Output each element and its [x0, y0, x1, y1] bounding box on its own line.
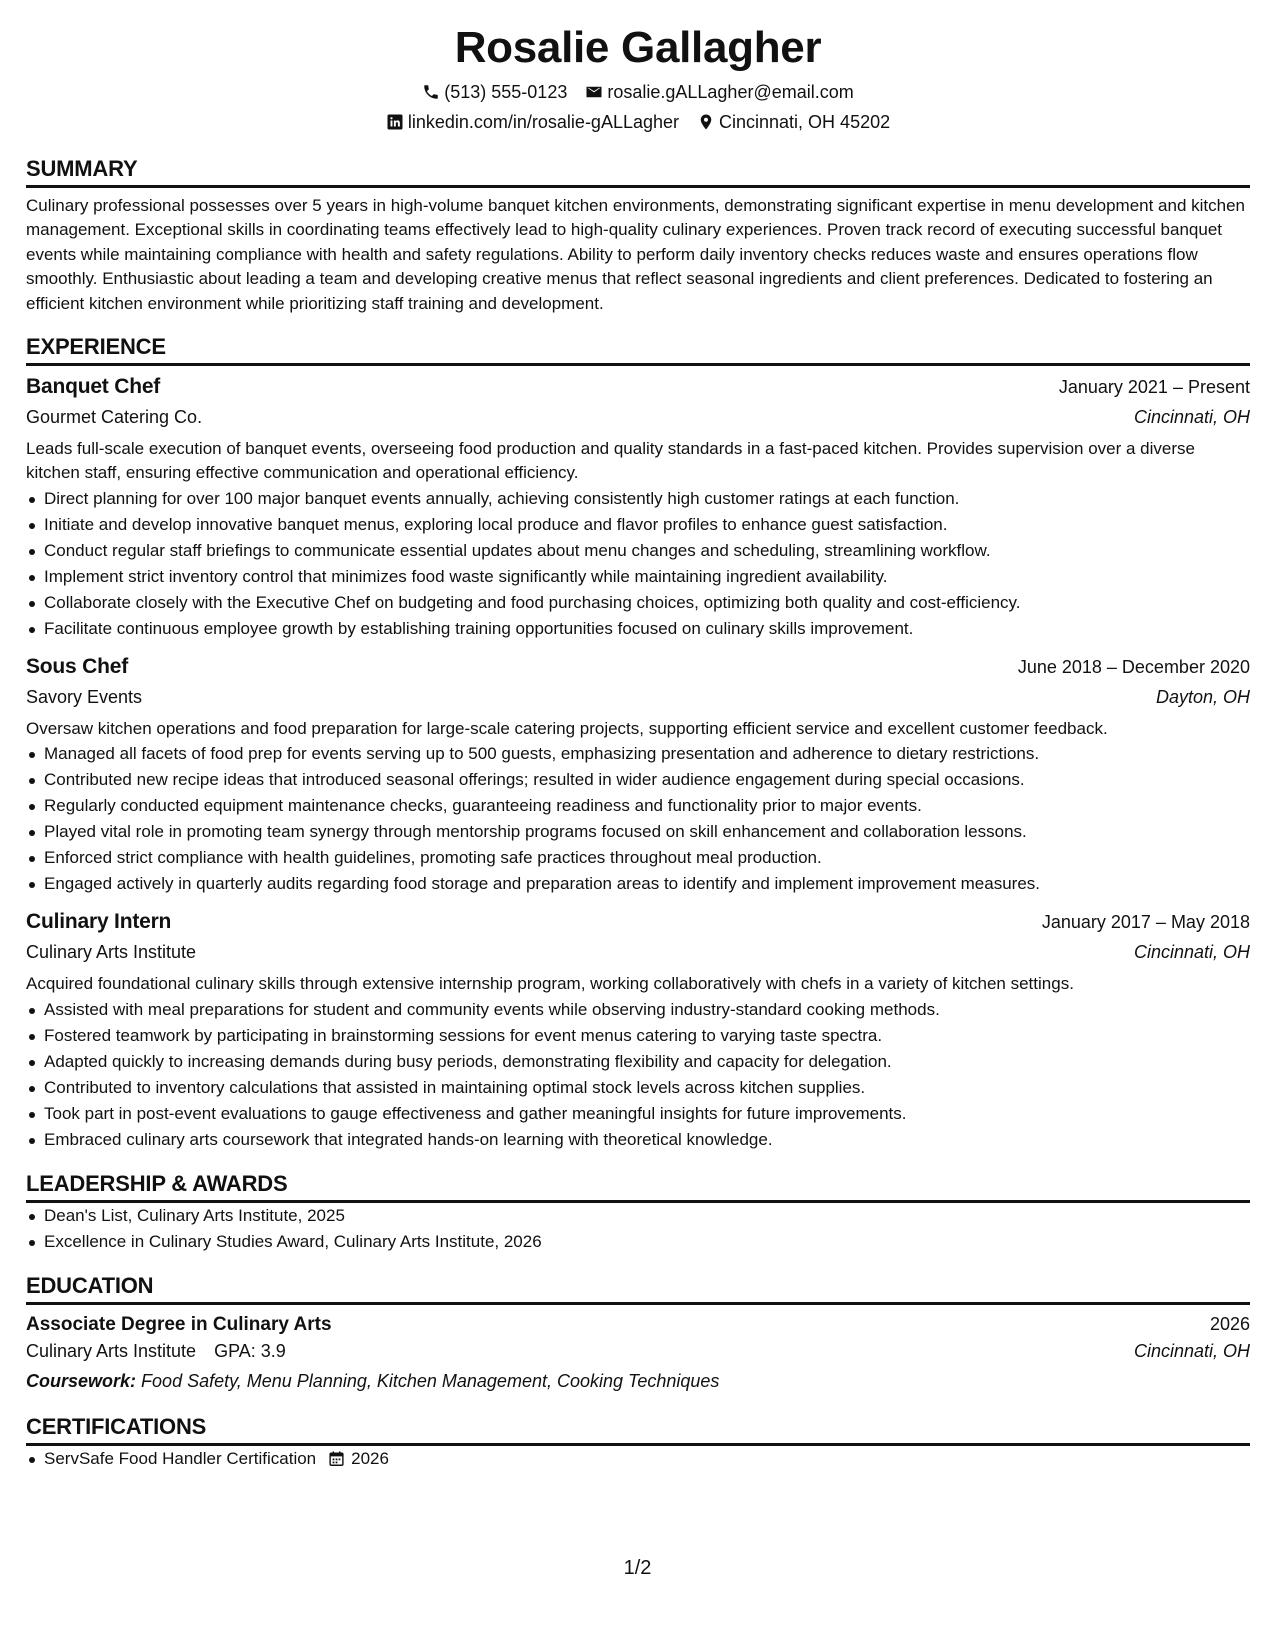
certification-year: 2026	[351, 1448, 389, 1468]
job-entry	[26, 654, 1250, 897]
degree-year: 2026	[1209, 1313, 1250, 1334]
list-item: Contributed new recipe ideas that introduced seasonal offerings; resulted in wider audience engagement during special occasions.	[26, 767, 1250, 793]
school-location: Cincinnati, OH	[1133, 1340, 1250, 1361]
contact-linkedin[interactable]	[386, 110, 679, 134]
job-location: Dayton, OH	[1155, 686, 1250, 707]
resume-page	[26, 22, 1250, 1472]
contact-email[interactable]	[585, 80, 853, 104]
school-name: Culinary Arts Institute	[26, 1340, 197, 1361]
job-company: Culinary Arts Institute	[26, 942, 197, 963]
job-entry	[26, 374, 1250, 642]
list-item: Collaborate closely with the Executive Chef on budgeting and food purchasing choices, optimizing both quality and cost-efficiency.	[26, 590, 1250, 616]
list-item: Took part in post-event evaluations to gauge effectiveness and gather meaningful insights for future improvements.	[26, 1101, 1250, 1127]
certifications-list	[26, 1446, 1250, 1472]
job-location: Cincinnati, OH	[1133, 942, 1250, 963]
job-title: Culinary Intern	[26, 910, 172, 934]
phone-icon	[422, 83, 440, 101]
list-item: Managed all facets of food prep for events serving up to 500 guests, emphasizing presentation and adherence to dietary restrictions.	[26, 741, 1250, 767]
gpa: GPA: 3.9	[214, 1340, 286, 1361]
coursework-text: Food Safety, Menu Planning, Kitchen Management, Cooking Techniques	[141, 1370, 720, 1391]
degree-title: Associate Degree in Culinary Arts	[26, 1313, 332, 1335]
education-heading: EDUCATION	[26, 1273, 1250, 1305]
linkedin-icon	[386, 113, 404, 131]
list-item: Regularly conducted equipment maintenance checks, guaranteeing readiness and functionality prior to major events.	[26, 793, 1250, 819]
job-entry	[26, 909, 1250, 1152]
list-item: Played vital role in promoting team synergy through mentorship programs focused on skill enhancement and collaboration lessons.	[26, 819, 1250, 845]
contact-location	[697, 110, 890, 134]
job-dates: January 2021 – Present	[1058, 377, 1250, 398]
contact-phone	[422, 80, 567, 104]
summary-text: Culinary professional possesses over 5 years in high-volume banquet kitchen environments, demonstrating significant expertise in menu development and kitchen management. Exceptional skills in coordinating teams effectively lead to high-quality culinary experiences. Proven track record of executing successful banquet events while maintaining compliance with health and safety regulations. Ability to perform daily inventory checks reduces waste and ensures operations flow smoothly. Enthusiastic about leading a team and developing creative menus that reflect seasonal ingredients and client preferences. Dedicated to fostering an efficient kitchen environment while prioritizing staff training and development.	[26, 196, 1246, 313]
job-company: Gourmet Catering Co.	[26, 407, 203, 428]
certifications-section	[26, 1414, 1250, 1472]
job-description: Leads full-scale execution of banquet events, overseeing food production and quality standards in a fast-paced kitchen. Provides supervision over a diverse kitchen staff, ensuring effective communication and operational efficiency.	[26, 439, 1195, 483]
list-item: Adapted quickly to increasing demands during busy periods, demonstrating flexibility and capacity for delegation.	[26, 1049, 1250, 1075]
certifications-heading: CERTIFICATIONS	[26, 1414, 1250, 1446]
list-item: Excellence in Culinary Studies Award, Culinary Arts Institute, 2026	[26, 1229, 1250, 1255]
page-number: 1/2	[623, 1557, 652, 1579]
list-item: Assisted with meal preparations for student and community events while observing industry-standard cooking methods.	[26, 997, 1250, 1023]
job-bullets	[26, 741, 1250, 897]
contact-row-2	[26, 110, 1250, 134]
list-item: Engaged actively in quarterly audits regarding food storage and preparation areas to identify and implement improvement measures.	[26, 871, 1250, 897]
phone-text: (513) 555-0123	[444, 82, 568, 102]
summary-section	[26, 156, 1250, 316]
job-description: Acquired foundational culinary skills through extensive internship program, working collaboratively with chefs in a variety of kitchen settings.	[26, 974, 1074, 994]
list-item: Direct planning for over 100 major banquet events annually, achieving consistently high customer ratings at each function.	[26, 486, 1250, 512]
job-description: Oversaw kitchen operations and food preparation for large-scale catering projects, supporting efficient service and excellent customer feedback.	[26, 718, 1108, 738]
list-item: Dean's List, Culinary Arts Institute, 2025	[26, 1203, 1250, 1229]
envelope-icon	[585, 83, 603, 101]
list-item: Initiate and develop innovative banquet menus, exploring local produce and flavor profiles to enhance guest satisfaction.	[26, 512, 1250, 538]
leadership-heading: LEADERSHIP & AWARDS	[26, 1171, 1250, 1203]
job-bullets	[26, 486, 1250, 642]
list-item	[26, 1446, 1250, 1472]
coursework-label: Coursework:	[26, 1370, 137, 1391]
email-link[interactable]: rosalie.gALLagher@email.com	[607, 82, 854, 102]
summary-heading: SUMMARY	[26, 156, 1250, 188]
job-company: Savory Events	[26, 686, 143, 707]
list-item: Embraced culinary arts coursework that integrated hands-on learning with theoretical knowledge.	[26, 1127, 1250, 1153]
job-title: Sous Chef	[26, 654, 129, 678]
awards-list	[26, 1203, 1250, 1255]
education-section	[26, 1273, 1250, 1394]
job-dates: June 2018 – December 2020	[1017, 656, 1250, 677]
experience-heading: EXPERIENCE	[26, 334, 1250, 366]
contact-row-1	[26, 80, 1250, 104]
linkedin-link[interactable]: linkedin.com/in/rosalie-gALLagher	[407, 112, 680, 132]
certification-name: ServSafe Food Handler Certification	[44, 1448, 317, 1468]
job-title: Banquet Chef	[26, 375, 161, 399]
calendar-icon	[328, 1450, 345, 1467]
location-text: Cincinnati, OH 45202	[719, 112, 891, 132]
list-item: Contributed to inventory calculations that assisted in maintaining optimal stock levels across kitchen supplies.	[26, 1075, 1250, 1101]
list-item: Conduct regular staff briefings to communicate essential updates about menu changes and scheduling, streamlining workflow.	[26, 538, 1250, 564]
candidate-name: Rosalie Gallagher	[454, 23, 822, 72]
list-item: Facilitate continuous employee growth by establishing training opportunities focused on culinary skills improvement.	[26, 616, 1250, 642]
list-item: Enforced strict compliance with health guidelines, promoting safe practices throughout meal production.	[26, 845, 1250, 871]
list-item: Implement strict inventory control that minimizes food waste significantly while maintaining ingredient availability.	[26, 564, 1250, 590]
experience-section	[26, 334, 1250, 1153]
school-line	[26, 1338, 286, 1364]
coursework-line	[26, 1368, 1250, 1394]
job-dates: January 2017 – May 2018	[1041, 912, 1250, 933]
list-item: Fostered teamwork by participating in brainstorming sessions for event menus catering to varying taste spectra.	[26, 1023, 1250, 1049]
job-location: Cincinnati, OH	[1133, 407, 1250, 428]
map-pin-icon	[697, 113, 715, 131]
job-bullets	[26, 997, 1250, 1153]
leadership-section	[26, 1171, 1250, 1255]
